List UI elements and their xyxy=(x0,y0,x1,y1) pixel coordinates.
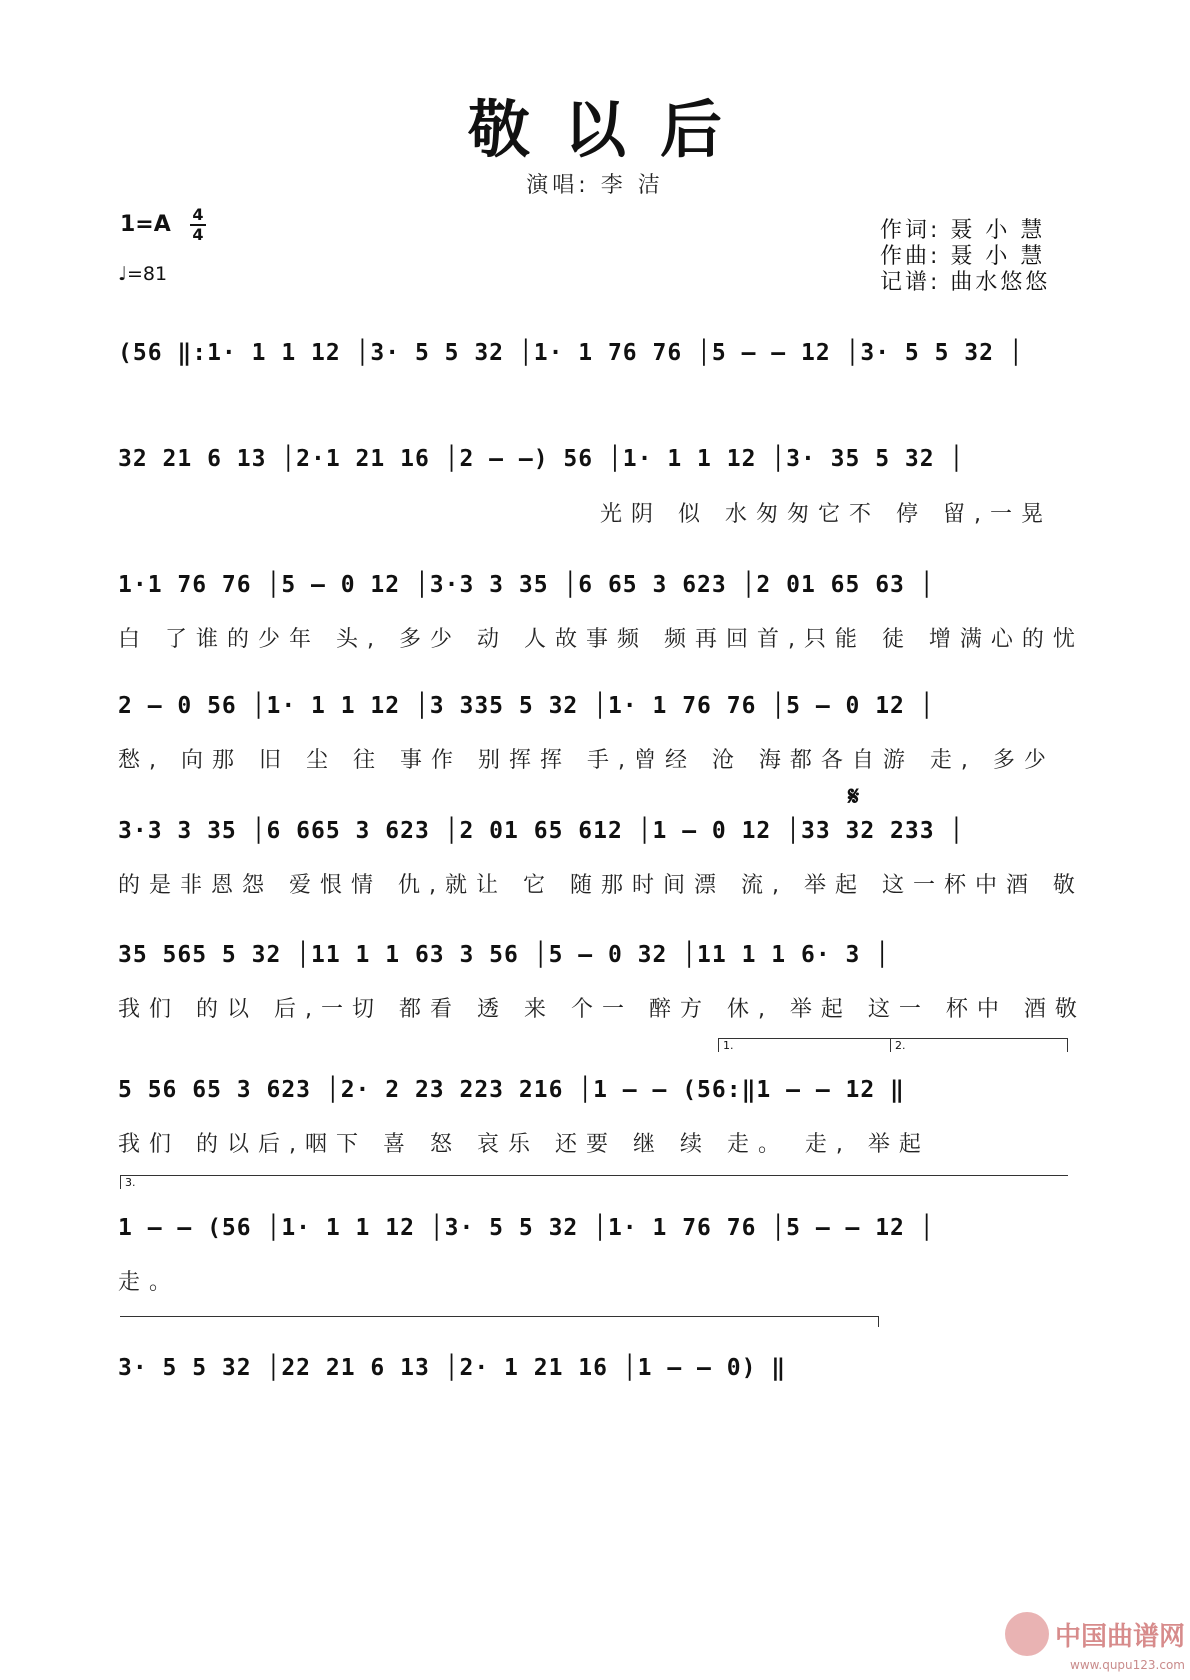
lyric-line-4: 的是非恩怨 爱恨情 仇,就让 它 随那时间漂 流, 举起 这一杯中酒 敬 xyxy=(118,873,1084,898)
volta-2: 2. xyxy=(890,1038,1068,1052)
score-line-9: 3· 5 5 32 │22 21 6 13 │2· 1 21 16 │1 – – 0) ‖ xyxy=(118,1355,787,1381)
lyric-line-2: 白 了谁的少年 头, 多少 动 人故事频 频再回首,只能 徒 增满心的忧 xyxy=(118,627,1084,652)
volta-1: 1. xyxy=(718,1038,890,1052)
credits-block xyxy=(880,218,1050,296)
lyricist-credit: 作词: 聂 小 慧 xyxy=(880,218,1046,243)
lyric-line-6: 我们 的以后,咽下 喜 怒 哀乐 还要 继 续 走。 走, 举起 xyxy=(118,1132,930,1157)
watermark-name: 中国曲谱网 xyxy=(1054,1621,1185,1652)
transcriber-credit: 记谱: 曲水悠悠 xyxy=(880,270,1051,295)
score-line-4: 2 – 0 56 │1· 1 1 12 │3 335 5 32 │1· 1 76 76 │5 – 0 12 │ xyxy=(118,693,935,719)
score-line-6: 35 565 5 32 │11 1 1 63 3 56 │5 – 0 32 │11 1 1 6· 3 │ xyxy=(118,942,891,968)
composer-credit: 作曲: 聂 小 慧 xyxy=(880,244,1046,269)
lyric-line-3: 愁, 向那 旧 尘 往 事作 别挥挥 手,曾经 沧 海都各自游 走, 多少 xyxy=(118,748,1055,773)
score-line-2: 32 21 6 13 │2·1 21 16 │2 – –) 56 │1· 1 1 12 │3· 35 5 32 │ xyxy=(118,446,965,472)
lyric-line-7: 走。 xyxy=(118,1270,181,1295)
singer-credit: 演唱: 李 洁 xyxy=(526,173,664,198)
score-line-3: 1·1 76 76 │5 – 0 12 │3·3 3 35 │6 65 3 623 │2 01 65 63 │ xyxy=(118,572,935,598)
score-line-8: 1 – – (56 │1· 1 1 12 │3· 5 5 32 │1· 1 76 76 │5 – – 12 │ xyxy=(118,1215,935,1241)
watermark-url: www.qupu123.com xyxy=(1070,1658,1185,1672)
score-line-1: (56 ‖:1· 1 1 12 │3· 5 5 32 │1· 1 76 76 │5 – – 12 │3· 5 5 32 │ xyxy=(118,340,1024,366)
key-signature: 1=A xyxy=(120,212,171,237)
lyric-line-1: 光阴 似 水匆匆它不 停 留,一晃 xyxy=(600,502,1052,527)
time-signature-bottom: 4 xyxy=(192,225,204,244)
time-signature-top: 4 xyxy=(192,205,204,224)
segno-sign: 𝄋 xyxy=(848,782,860,812)
song-title: 敬以后 xyxy=(467,93,756,166)
score-line-7: 5 56 65 3 623 │2· 2 23 223 216 │1 – – (56:‖1 – – 12 ‖ xyxy=(118,1077,905,1103)
tempo-marking: ♩=81 xyxy=(118,263,168,285)
time-signature xyxy=(188,206,208,244)
site-logo-icon xyxy=(1005,1612,1049,1656)
volta-3-continuation xyxy=(120,1316,879,1327)
volta-3: 3. xyxy=(120,1175,1068,1189)
lyric-line-5: 我们 的以 后,一切 都看 透 来 个一 醉方 休, 举起 这一 杯中 酒敬 xyxy=(118,997,1086,1022)
site-watermark xyxy=(985,1612,1185,1672)
score-line-5: 3·3 3 35 │6 665 3 623 │2 01 65 612 │1 – 0 12 │33 32 233 │ xyxy=(118,818,965,844)
